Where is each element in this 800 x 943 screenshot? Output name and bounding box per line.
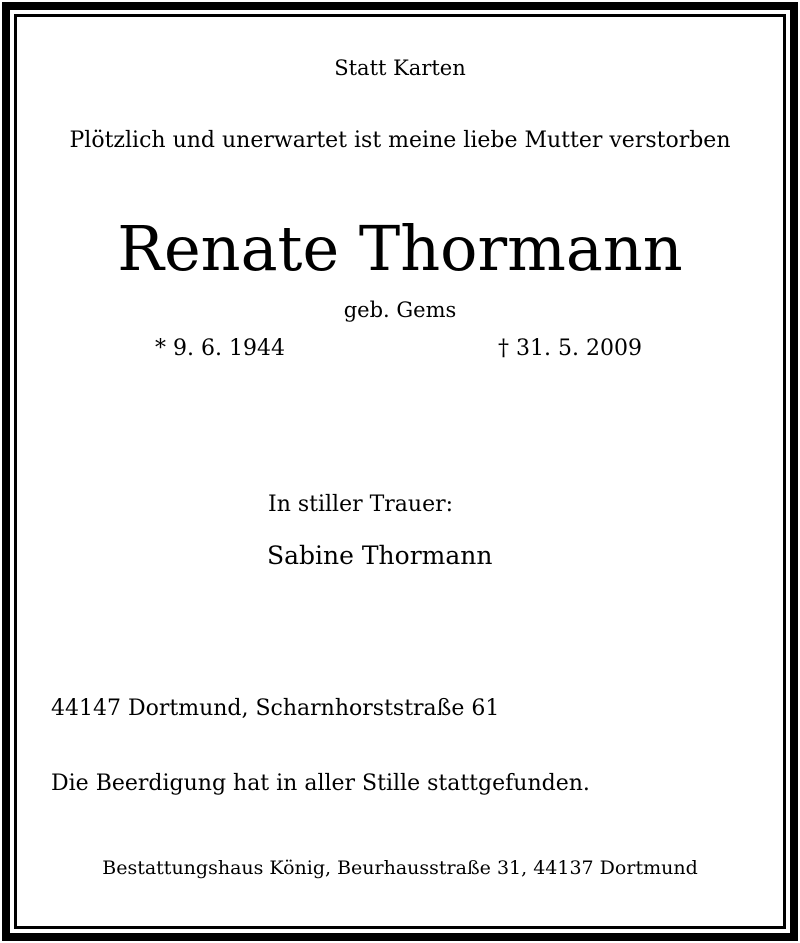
undertaker-info: Bestattungshaus König, Beurhausstraße 31, 44137 Dortmund — [102, 857, 698, 879]
mourning-label: In stiller Trauer: — [268, 492, 454, 517]
funeral-note: Die Beerdigung hat in aller Stille stattgefunden. — [51, 771, 590, 796]
address: 44147 Dortmund, Scharnhorststraße 61 — [51, 696, 500, 721]
notice-intro: Plötzlich und unerwartet ist meine liebe Mutter verstorben — [69, 128, 731, 153]
mourner-name: Sabine Thormann — [267, 541, 493, 570]
deceased-name: Renate Thormann — [117, 212, 683, 285]
death-date: † 31. 5. 2009 — [498, 336, 642, 361]
notice-heading: Statt Karten — [334, 56, 466, 80]
birth-date: * 9. 6. 1944 — [155, 336, 285, 361]
maiden-name: geb. Gems — [343, 298, 457, 322]
